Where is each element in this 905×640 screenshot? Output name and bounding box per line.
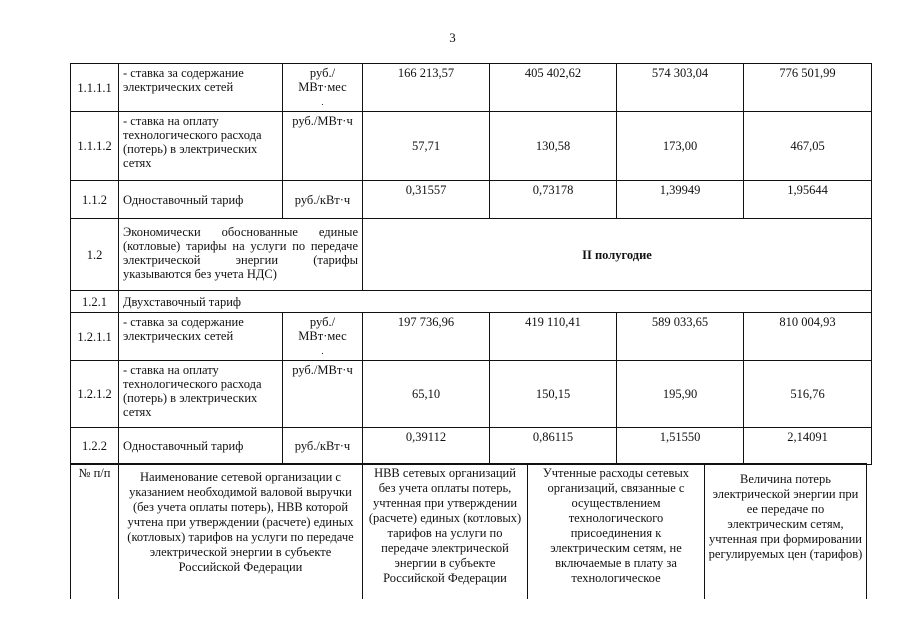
header-col-number: № п/п bbox=[71, 464, 119, 599]
header-col-nvv: НВВ сетевых организаций без учета оплаты потерь, учтенная при утверждении (расчете) единых (котловых) тарифов на услуги по передаче электрической энергии в субъекте Российской Федерации bbox=[363, 464, 528, 599]
row-name: Двухставочный тариф bbox=[119, 291, 872, 313]
row-value: 574 303,04 bbox=[617, 64, 744, 112]
row-value: 0,31557 bbox=[363, 181, 490, 219]
table-row bbox=[71, 291, 872, 313]
row-value: 810 004,93 bbox=[744, 313, 872, 361]
row-number: 1.2.2 bbox=[71, 428, 119, 465]
row-value: 405 402,62 bbox=[490, 64, 617, 112]
row-value: 0,86115 bbox=[490, 428, 617, 465]
table-row bbox=[71, 428, 872, 465]
row-unit: руб./МВт·мес . bbox=[283, 313, 363, 361]
row-value: 195,90 bbox=[617, 361, 744, 428]
header-col-connection-costs: Учтенные расходы сетевых организаций, связанные с осуществлением технологического присоединения к электрическим сетям, не включаемые в плату за технологическое bbox=[528, 464, 705, 599]
row-name: Экономически обоснованные единые (котловые) тарифы на услуги по передаче электрической энергии (тарифы указываются без учета НДС) bbox=[119, 219, 363, 291]
row-value: 516,76 bbox=[744, 361, 872, 428]
header-col-organization: Наименование сетевой организации с указанием необходимой валовой выручки (без учета оплаты потерь), НВВ которой учтена при утверждении (расчете) единых (котловых) тарифов на услуги по передаче электрической энергии в субъекте Российской Федерации bbox=[119, 464, 363, 599]
row-name: Одноставочный тариф bbox=[119, 181, 283, 219]
row-unit: руб./кВт·ч bbox=[283, 428, 363, 465]
row-name: - ставка на оплату технологического расхода (потерь) в электрических сетях bbox=[119, 361, 283, 428]
row-number: 1.1.2 bbox=[71, 181, 119, 219]
row-name: - ставка за содержание электрических сетей bbox=[119, 313, 283, 361]
row-number: 1.2 bbox=[71, 219, 119, 291]
table-row bbox=[71, 64, 872, 112]
row-name: Одноставочный тариф bbox=[119, 428, 283, 465]
row-value: 467,05 bbox=[744, 112, 872, 181]
row-value: 0,73178 bbox=[490, 181, 617, 219]
row-unit: руб./МВт·ч bbox=[283, 361, 363, 428]
row-value: 1,51550 bbox=[617, 428, 744, 465]
row-number: 1.1.1.2 bbox=[71, 112, 119, 181]
row-value: 150,15 bbox=[490, 361, 617, 428]
row-number: 1.1.1.1 bbox=[71, 64, 119, 112]
row-value: 197 736,96 bbox=[363, 313, 490, 361]
row-value: 166 213,57 bbox=[363, 64, 490, 112]
row-unit: руб./МВт·ч bbox=[283, 112, 363, 181]
row-value: 2,14091 bbox=[744, 428, 872, 465]
header-col-losses: Величина потерь электрической энергии при ее передаче по электрическим сетям, учтенная при формировании регулируемых цен (тарифов) bbox=[705, 464, 867, 599]
table-row bbox=[71, 181, 872, 219]
period-label: II полугодие bbox=[363, 219, 872, 291]
row-number: 1.2.1.1 bbox=[71, 313, 119, 361]
row-unit: руб./кВт·ч bbox=[283, 181, 363, 219]
table-row bbox=[71, 219, 872, 291]
row-value: 130,58 bbox=[490, 112, 617, 181]
row-value: 1,95644 bbox=[744, 181, 872, 219]
row-value: 1,39949 bbox=[617, 181, 744, 219]
row-name: - ставка на оплату технологического расхода (потерь) в электрических сетях bbox=[119, 112, 283, 181]
row-value: 65,10 bbox=[363, 361, 490, 428]
table-row bbox=[71, 361, 872, 428]
tariff-table bbox=[70, 63, 872, 465]
row-name: - ставка за содержание электрических сетей bbox=[119, 64, 283, 112]
row-number: 1.2.1.2 bbox=[71, 361, 119, 428]
header-table bbox=[70, 463, 867, 599]
header-row bbox=[71, 464, 867, 599]
table-row bbox=[71, 313, 872, 361]
row-value: 173,00 bbox=[617, 112, 744, 181]
row-value: 419 110,41 bbox=[490, 313, 617, 361]
row-value: 0,39112 bbox=[363, 428, 490, 465]
page-number: 3 bbox=[449, 30, 456, 45]
row-number: 1.2.1 bbox=[71, 291, 119, 313]
table-row bbox=[71, 112, 872, 181]
row-value: 776 501,99 bbox=[744, 64, 872, 112]
row-value: 589 033,65 bbox=[617, 313, 744, 361]
row-unit: руб./МВт·мес . bbox=[283, 64, 363, 112]
row-value: 57,71 bbox=[363, 112, 490, 181]
